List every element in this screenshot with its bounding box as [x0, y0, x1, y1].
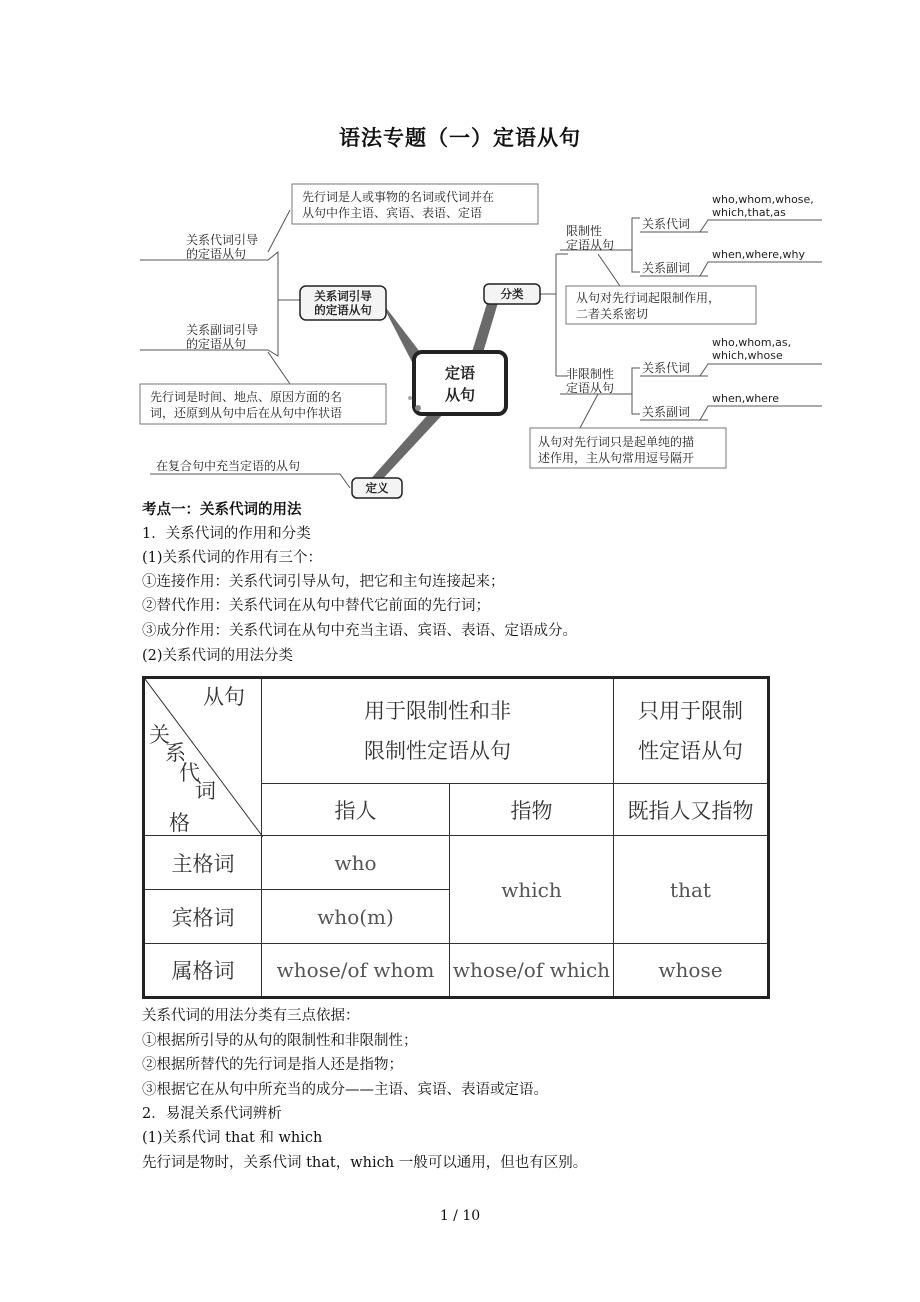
header-both-types: [262, 678, 614, 784]
pronoun-branch-2: 的定语从句: [186, 247, 247, 261]
restrictive-adverb-label: 关系副词: [642, 261, 691, 275]
cell-objective-person: who(m): [262, 890, 450, 944]
nonrestrictive-note-2: 述作用，主从句常用逗号隔开: [538, 451, 695, 465]
header-restrictive-line1: 只用于限制: [638, 699, 743, 723]
definition-text: 在复合句中充当定语的从句: [156, 459, 301, 473]
restrictive-1: 限制性: [566, 224, 603, 238]
paragraph: 关系代词的用法分类有三点依据：: [142, 1008, 360, 1024]
adverb-note-2: 词，还原到从句中后在从句中作状语: [150, 406, 343, 420]
antecedent-note-2: 从句中作主语、宾语、表语、定语: [302, 206, 483, 220]
paragraph: 1．关系代词的作用和分类: [142, 526, 311, 542]
node-relative-words-1: 关系词引导: [314, 289, 372, 303]
corner-top-label: 从句: [203, 685, 245, 709]
nonrestrictive-pronouns-1: who,whom,as,: [712, 336, 792, 349]
relative-pronoun-table-wrap: [142, 676, 767, 998]
section-heading-1: 考点一：关系代词的用法: [142, 501, 302, 518]
paragraph: ②替代作用：关系代词在从句中替代它前面的先行词；: [142, 598, 490, 614]
corner-char: 关: [149, 723, 170, 747]
paragraph: (1)关系代词的作用有三个：: [142, 550, 323, 566]
nonrestrictive-note-1: 从句对先行词只是起单纯的描: [538, 435, 695, 449]
page-number: 1 / 10: [439, 1208, 481, 1224]
node-definition: 定义: [365, 481, 389, 495]
paragraph: ②根据所替代的先行词是指人还是指物；: [142, 1057, 403, 1073]
header-restrictive-line2: 性定语从句: [638, 739, 743, 763]
table-corner-cell: [144, 678, 262, 836]
cell-merged-thing: which: [450, 836, 614, 944]
cell-possessive-both: whose: [614, 944, 769, 998]
center-label-2: 从句: [444, 386, 476, 404]
nonrestrictive-adverb-label: 关系副词: [642, 405, 691, 419]
paragraph: ③根据它在从句中所充当的成分——主语、宾语、表语或定语。: [142, 1082, 548, 1098]
cell-merged-both: that: [614, 836, 769, 944]
antecedent-note-1: 先行词是人或事物的名词或代词并在: [302, 190, 495, 204]
row-case-nominative: 主格词: [144, 836, 262, 890]
nonrestrictive-2: 定语从句: [566, 381, 615, 395]
paragraph: 先行词是物时，关系代词 that，which 一般可以通用，但也有区别。: [142, 1155, 588, 1171]
paragraph: ①连接作用：关系代词引导从句，把它和主句连接起来；: [142, 574, 505, 590]
row-case-objective: 宾格词: [144, 890, 262, 944]
sub-header-thing: 指物: [450, 784, 614, 836]
cell-possessive-thing: whose/of which: [450, 944, 614, 998]
restrictive-pronouns-2: which,that,as: [712, 206, 786, 219]
sub-header-person: 指人: [262, 784, 450, 836]
header-both-line2: 限制性定语从句: [364, 739, 511, 763]
node-relative-words-2: 的定语从句: [314, 303, 372, 317]
page-title: 语法专题（一）定语从句: [339, 125, 581, 150]
center-label-1: 定语: [444, 364, 476, 382]
cell-nominative-person: who: [262, 836, 450, 890]
restrictive-note-2: 二者关系密切: [576, 307, 649, 321]
corner-char: 系: [165, 741, 186, 765]
restrictive-adverbs: when,where,why: [712, 248, 805, 261]
restrictive-pronouns-1: who,whom,whose,: [712, 193, 814, 206]
restrictive-pronoun-label: 关系代词: [642, 217, 691, 231]
nonrestrictive-pronouns-2: which,whose: [712, 349, 783, 362]
node-classify: 分类: [500, 287, 524, 301]
header-both-line1: 用于限制性和非: [364, 699, 511, 723]
corner-char: 格: [169, 811, 190, 835]
corner-char: 代: [179, 761, 200, 785]
nonrestrictive-1: 非限制性: [566, 367, 615, 381]
restrictive-2: 定语从句: [566, 238, 615, 252]
paragraph: 2．易混关系代词辨析: [142, 1106, 282, 1122]
cell-possessive-person: whose/of whom: [262, 944, 450, 998]
adverb-branch-1: 关系副词引导: [186, 323, 259, 337]
mindmap-diagram: [0, 0, 920, 500]
paragraph: (2)关系代词的用法分类: [142, 648, 294, 664]
corner-char: 词: [195, 779, 216, 803]
adverb-note-1: 先行词是时间、地点、原因方面的名: [150, 390, 343, 404]
row-case-possessive: 属格词: [144, 944, 262, 998]
paragraph: ③成分作用：关系代词在从句中充当主语、宾语、表语、定语成分。: [142, 623, 577, 639]
nonrestrictive-adverbs: when,where: [712, 392, 779, 405]
relative-pronoun-table: [142, 676, 770, 999]
adverb-branch-2: 的定语从句: [186, 337, 247, 351]
restrictive-note-1: 从句对先行词起限制作用，: [576, 291, 721, 305]
paragraph: (1)关系代词 that 和 which: [142, 1130, 323, 1146]
nonrestrictive-pronoun-label: 关系代词: [642, 361, 691, 375]
paragraph: ①根据所引导的从句的限制性和非限制性；: [142, 1033, 418, 1049]
sub-header-both: 既指人又指物: [614, 784, 769, 836]
header-restrictive-only: [614, 678, 769, 784]
pronoun-branch-1: 关系代词引导: [186, 233, 259, 247]
